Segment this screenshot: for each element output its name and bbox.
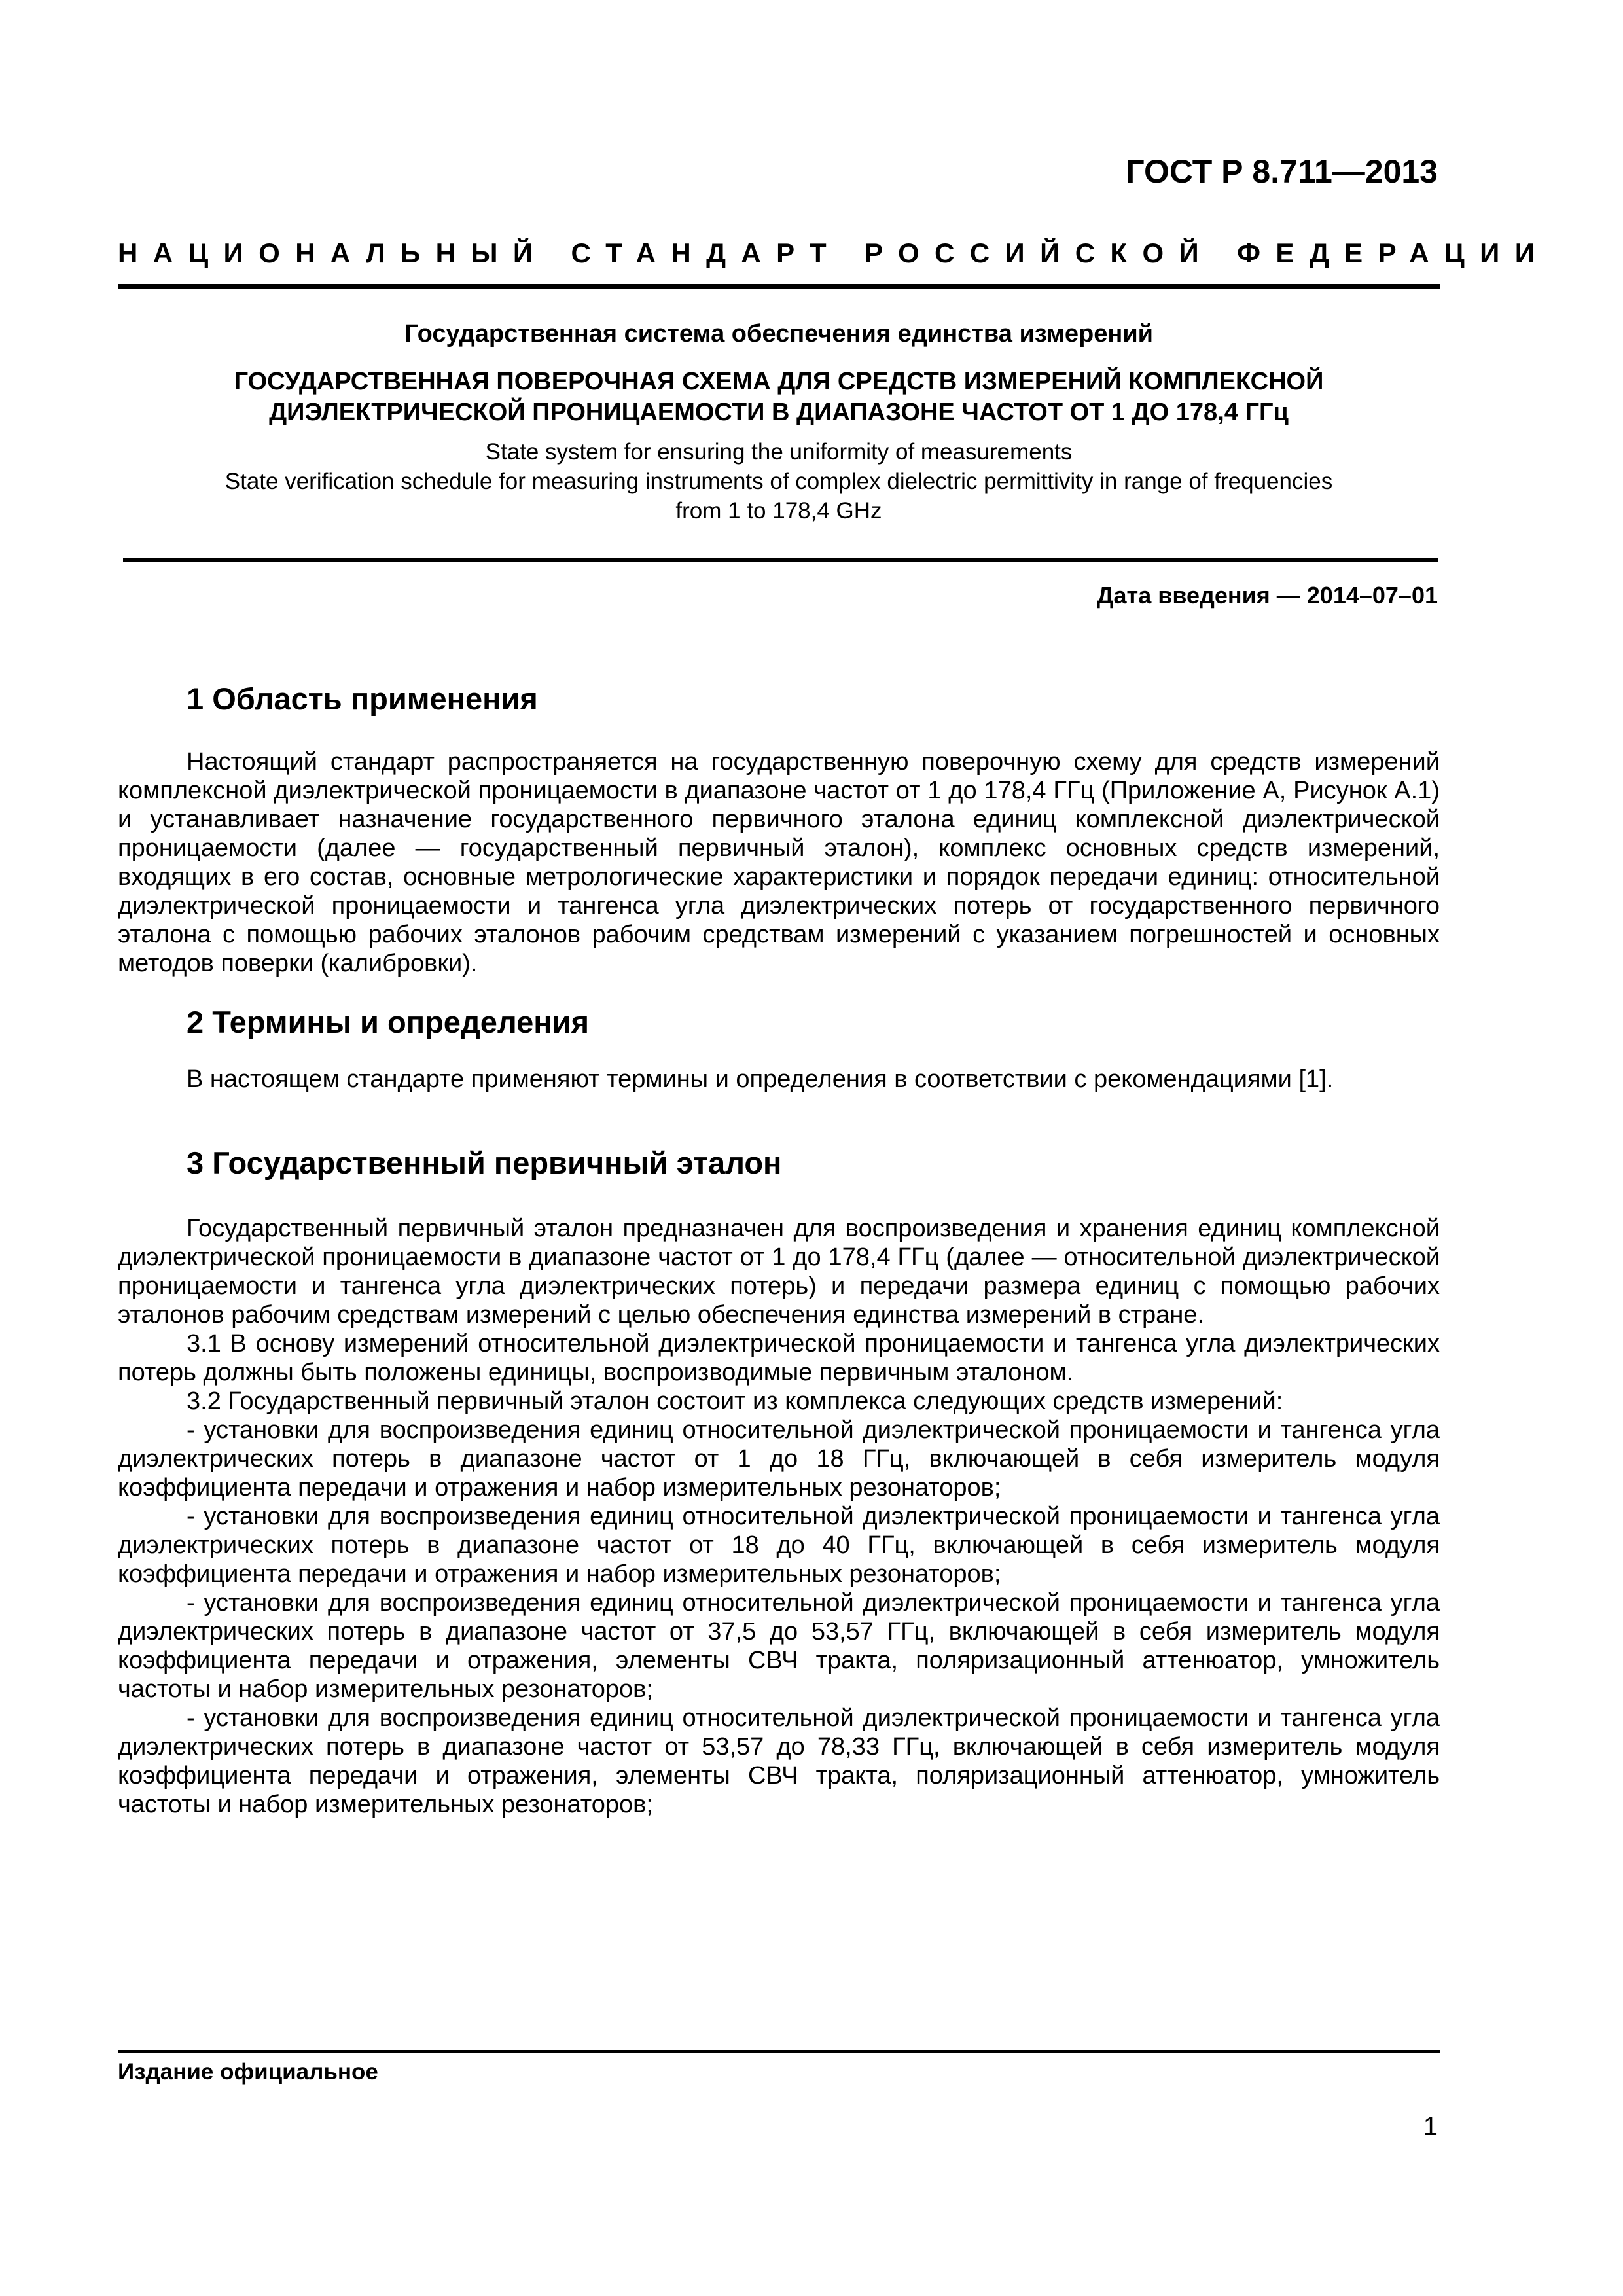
section-2-paragraph: В настоящем стандарте применяют термины и определения в соответствии с рекомендациями [1].	[187, 1065, 1334, 1093]
clause-3-1: 3.1 В основу измерений относительной диэлектрической проницаемости и тангенса угла диэлектрических потерь должны быть положены единицы, воспроизводимые первичным эталоном.	[118, 1330, 1440, 1387]
introduction-date: Дата введения — 2014–07–01	[1096, 582, 1438, 609]
section-3-paragraph-intro: Государственный первичный эталон предназначен для воспроизведения и хранения единиц комплексной диэлектрической проницаемости в диапазоне частот от 1 до 178,4 ГГц (далее — относительной диэлектрической проницаемости и тангенса угла диэлектрических потерь) и передачи размера единиц с помощью рабочих эталонов рабочим средствам измерений с целью обеспечения единства измерений в стране.	[118, 1215, 1440, 1329]
title-rule	[123, 558, 1438, 562]
main-title-line-2: ДИЭЛЕКТРИЧЕСКОЙ ПРОНИЦАЕМОСТИ В ДИАПАЗОНЕ ЧАСТОТ ОТ 1 ДО 178,4 ГГц	[269, 398, 1289, 426]
list-item: - установки для воспроизведения единиц относительной диэлектрической проницаемости и тангенса угла диэлектрических потерь в диапазоне частот от 53,57 до 78,33 ГГц, включающей в себя измеритель модуля коэффициента передачи и отражения, элементы СВЧ тракта, поляризационный аттенюатор, умножитель частоты и набор измерительных резонаторов;	[118, 1704, 1440, 1819]
english-title-line-3: from 1 to 178,4 GHz	[675, 497, 882, 524]
list-item: - установки для воспроизведения единиц относительной диэлектрической проницаемости и тангенса угла диэлектрических потерь в диапазоне частот от 1 до 18 ГГц, включающей в себя измеритель модуля коэффициента передачи и отражения и набор измерительных резонаторов;	[118, 1416, 1440, 1502]
section-2-heading: 2 Термины и определения	[187, 1005, 589, 1040]
system-title: Государственная система обеспечения единства измерений	[404, 320, 1154, 348]
standard-number: ГОСТ Р 8.711—2013	[1126, 153, 1438, 190]
clause-3-2: 3.2 Государственный первичный эталон состоит из комплекса следующих средств измерений:	[187, 1388, 1283, 1416]
section-1-heading: 1 Область применения	[187, 681, 538, 716]
list-item: - установки для воспроизведения единиц относительной диэлектрической проницаемости и тангенса угла диэлектрических потерь в диапазоне частот от 18 до 40 ГГц, включающей в себя измеритель модуля коэффициента передачи и отражения и набор измерительных резонаторов;	[118, 1503, 1440, 1588]
title-block	[118, 319, 1440, 526]
list-item: - установки для воспроизведения единиц относительной диэлектрической проницаемости и тангенса угла диэлектрических потерь в диапазоне частот от 37,5 до 53,57 ГГц, включающей в себя измеритель модуля коэффициента передачи и отражения, элементы СВЧ тракта, поляризационный аттенюатор, умножитель частоты и набор измерительных резонаторов;	[118, 1589, 1440, 1704]
section-3-content	[118, 1214, 1440, 1819]
main-title	[118, 367, 1440, 428]
english-title-line-2: State verification schedule for measuring instruments of complex dielectric permittivity in range of frequencies	[224, 468, 1333, 494]
english-title-line-1: State system for ensuring the uniformity of measurements	[485, 439, 1073, 465]
edition-label: Издание официальное	[118, 2059, 378, 2085]
top-rule	[118, 284, 1440, 289]
main-title-line-1: ГОСУДАРСТВЕННАЯ ПОВЕРОЧНАЯ СХЕМА ДЛЯ СРЕДСТВ ИЗМЕРЕНИЙ КОМПЛЕКСНОЙ	[234, 367, 1324, 395]
document-body	[118, 681, 1440, 1819]
page-number: 1	[1423, 2112, 1438, 2141]
national-standard-banner: НАЦИОНАЛЬНЫЙ СТАНДАРТ РОССИЙСКОЙ ФЕДЕРАЦИИ	[118, 238, 1550, 268]
footer-rule	[118, 2050, 1440, 2053]
section-1-paragraph: Настоящий стандарт распространяется на государственную поверочную схему для средств измерений комплексной диэлектрической проницаемости в диапазоне частот от 1 до 178,4 ГГц (Приложение А, Рисунок А.1) и устанавливает назначение государственного первичного эталона единиц комплексной диэлектрической проницаемости (далее — государственный первичный эталон), комплекс основных средств измерений, входящих в его состав, основные метрологические характеристики и порядок передачи единиц: относительной диэлектрической проницаемости и тангенса угла диэлектрических потерь от государственного первичного эталона с помощью рабочих эталонов рабочим средствам измерений с указанием погрешностей и основных методов поверки (калибровки).	[118, 748, 1440, 978]
section-3-heading: 3 Государственный первичный эталон	[187, 1145, 782, 1180]
